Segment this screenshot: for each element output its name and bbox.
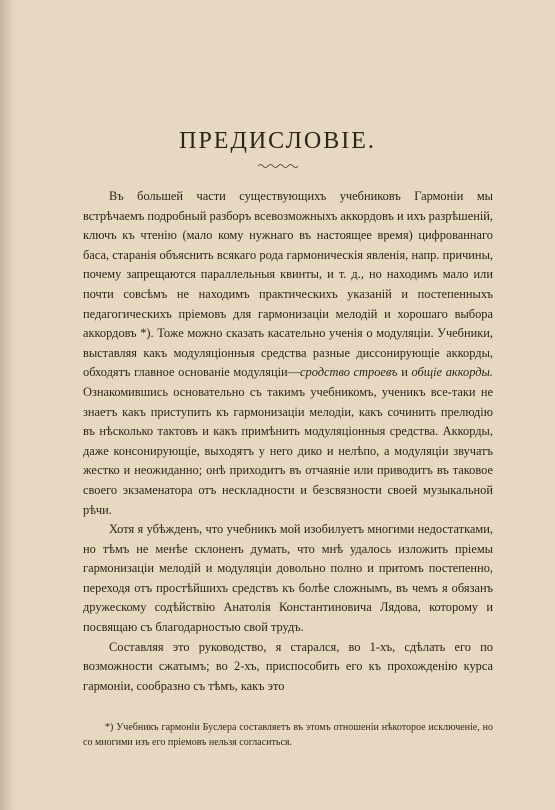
emphasis-common-chords: общіе аккорды. — [411, 365, 494, 380]
footnote — [83, 720, 493, 750]
paragraph-2: Хотя я убѣжденъ, что учебникъ мой изобилуетъ многими недостатками, но тѣмъ не менѣе склоненъ думать, что мнѣ удалось изложить пріемы гармонизаціи мелодій и модуляціи довольно полно и притомъ постепенно, переходя отъ простѣйшихъ средствъ къ болѣе сложнымъ, въ чемъ я обязанъ дружескому содѣйствію Анатолія Константиновича Лядова, которому и посвящаю съ благодарностью свой трудъ. — [83, 522, 493, 635]
preface-body — [83, 187, 493, 696]
page-title: ПРЕДИСЛОВІЕ. — [179, 128, 376, 154]
paragraph-3: Составляя это руководство, я старался, во 1-хъ, сдѣлать его по возможности сжатымъ; во 2-хъ, приспособить его къ прохожденію курса гармоніи, сообразно съ тѣмъ, какъ это — [83, 639, 493, 693]
paragraph-1: Въ большей части существующихъ учебниковъ Гармоніи мы встрѣчаемъ подробный разборъ всевозможныхъ аккордовъ и ихъ разрѣшеній, ключъ къ чтенію (мало кому нужнаго въ настоящее время) цифрованнаго баса, старанія объяснить всякаго рода гармоническія явленія, напр. причины, почему запрещаются параллельныя квинты, и т. д., но находимъ мало или почти совсѣмъ не находимъ практическихъ указаній и постепенныхъ педагогическихъ пріемовъ для гармонизаціи мелодій и хорошаго выбора аккордовъ *). Тоже можно сказать касательно ученія о модуляціи. Учебники, выставляя какъ модуляціонныя средства разные диссонирующіе аккорды, обходятъ главное основаніе модуляціи—сродство строевъ и общіе аккорды. Ознакомившись основательно съ такимъ учебникомъ, ученикъ все-таки не знаетъ какъ приступить къ гармонизаціи мелодіи, какъ сочинить прелюдію въ нѣсколько тактовъ и какъ примѣнить модуляціонныя средства. Аккорды, даже консонирующіе, выходятъ у него дико и нелѣпо, а модуляціи звучатъ жестко и неожиданно; онѣ приходитъ въ отчаяніе или приводитъ въ таковое своего экзаменатора отъ нескладности и безсвязности своей музыкальной рѣчи. — [83, 189, 494, 517]
wavy-rule-ornament-icon — [258, 163, 298, 169]
footnote-text: *) Учебникъ гармоніи Буслера составляетъ въ этомъ отношеніи нѣкоторое исключеніе, но со многими изъ его пріемовъ нельзя согласиться. — [83, 722, 493, 748]
emphasis-related-keys: сродство строевъ — [300, 365, 398, 380]
page-edge-shadow — [0, 0, 14, 810]
